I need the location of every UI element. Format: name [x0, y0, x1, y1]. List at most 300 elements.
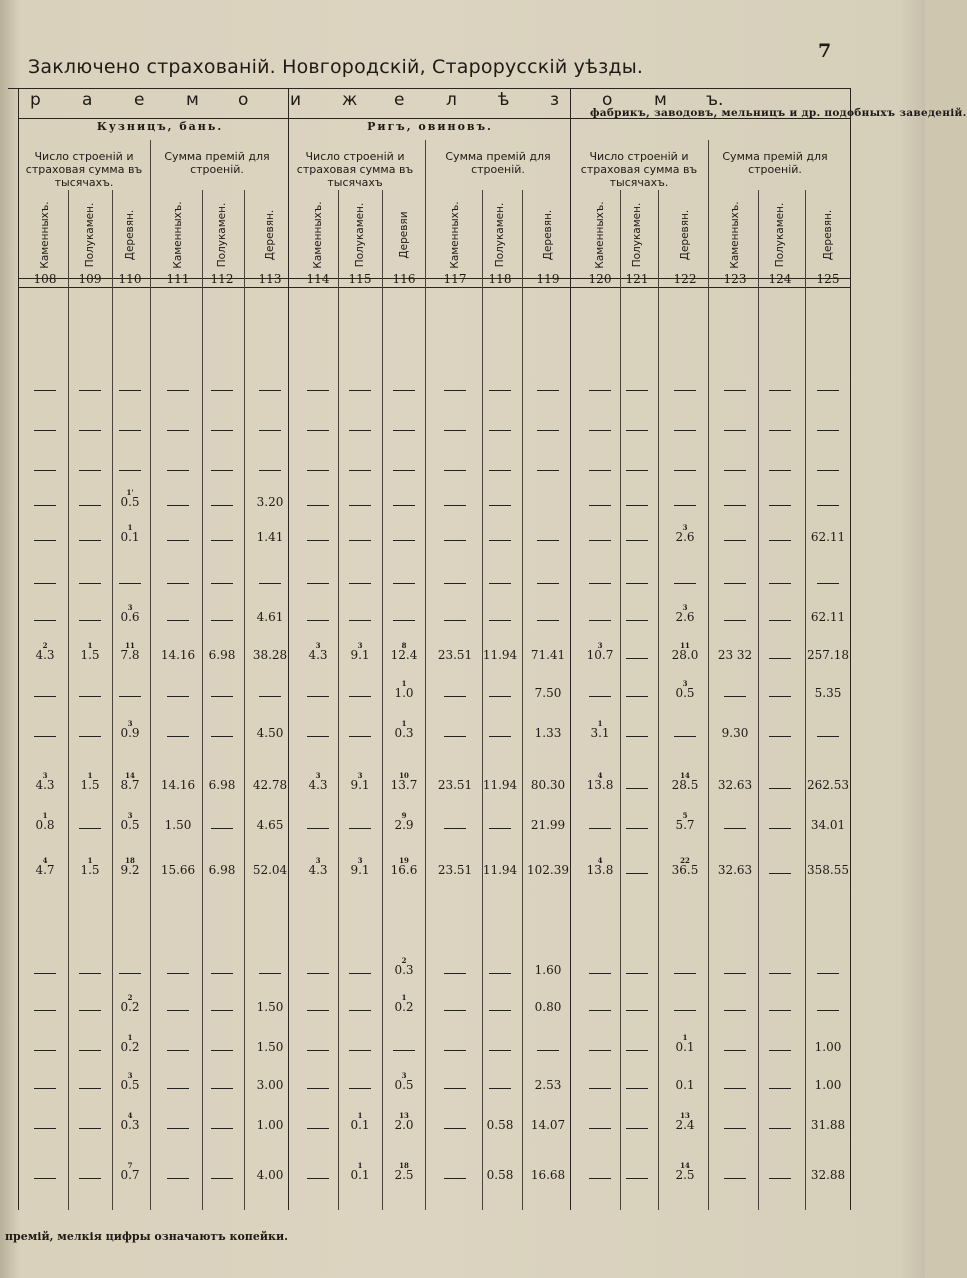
table-cell	[394, 720, 413, 739]
table-cell	[349, 1083, 371, 1094]
table-cell	[675, 604, 694, 623]
table-cell	[161, 865, 195, 876]
table-cell	[349, 823, 371, 834]
table-cell	[167, 425, 189, 436]
small-count: 2	[42, 641, 48, 650]
dash	[769, 470, 791, 471]
table-cell	[80, 857, 99, 876]
table-cell	[626, 1083, 648, 1094]
page-number: 7	[818, 40, 832, 62]
table-cell	[211, 578, 233, 589]
dash	[211, 1050, 233, 1051]
table-cell	[211, 385, 233, 396]
table-cell	[489, 465, 511, 476]
table-cell	[444, 578, 466, 589]
table-cell	[349, 968, 371, 979]
dash	[537, 470, 559, 471]
table-cell	[769, 868, 791, 879]
cell-value: 0.9	[120, 726, 140, 740]
small-count: 3	[127, 719, 133, 728]
dash	[444, 470, 466, 471]
table-cell	[817, 500, 839, 511]
cell-value: 0.5	[120, 1078, 140, 1092]
table-cell	[769, 783, 791, 794]
dash	[489, 470, 511, 471]
table-cell	[120, 489, 139, 508]
table-cell	[393, 465, 415, 476]
table-cell	[531, 1120, 565, 1131]
small-count: 1'	[126, 488, 134, 497]
dash	[444, 620, 466, 621]
column-number: 125	[816, 272, 840, 286]
dash	[211, 696, 233, 697]
table-cell	[257, 728, 284, 739]
dash	[119, 390, 141, 391]
dash	[589, 973, 611, 974]
small-count: 8	[401, 641, 407, 650]
cell-value: 1.60	[534, 963, 562, 977]
dash	[444, 1050, 466, 1051]
table-cell	[211, 1173, 233, 1184]
dash	[769, 620, 791, 621]
table-cell	[393, 385, 415, 396]
small-count: 1	[401, 719, 407, 728]
table-cell	[487, 1170, 514, 1181]
small-count: 18	[125, 856, 135, 865]
table-cell	[489, 1083, 511, 1094]
small-count: 3	[42, 771, 48, 780]
table-cell	[769, 731, 791, 742]
dash	[444, 505, 466, 506]
cell-value: 1.50	[164, 818, 192, 832]
column-rule	[425, 190, 426, 1210]
table-cell	[307, 731, 329, 742]
table-cell	[34, 465, 56, 476]
small-count: 1	[357, 1161, 363, 1170]
cell-value: 0.5	[120, 495, 140, 509]
dash	[393, 470, 415, 471]
table-cell	[394, 994, 413, 1013]
dash	[167, 973, 189, 974]
table-cell	[79, 535, 101, 546]
column-rule	[288, 88, 289, 1210]
dash	[34, 505, 56, 506]
dash	[79, 540, 101, 541]
cell-value: 1.00	[814, 1078, 842, 1092]
table-cell	[79, 425, 101, 436]
dash	[119, 430, 141, 431]
table-cell	[79, 615, 101, 626]
cell-value: 32.63	[717, 778, 753, 792]
table-cell	[257, 532, 284, 543]
cell-value: 32.63	[717, 863, 753, 877]
dash	[307, 1050, 329, 1051]
table-cell	[307, 691, 329, 702]
column-label: Полукамен.	[216, 202, 228, 268]
dash	[79, 1010, 101, 1011]
cell-value: 36.5	[671, 863, 699, 877]
small-count: 3	[357, 856, 363, 865]
table-cell	[349, 465, 371, 476]
dash	[167, 1178, 189, 1179]
table-cell	[349, 731, 371, 742]
table-cell	[308, 772, 327, 791]
column-number: 121	[625, 272, 649, 286]
dash	[34, 430, 56, 431]
dash	[489, 973, 511, 974]
table-cell	[259, 425, 281, 436]
cell-value: 13.8	[586, 778, 614, 792]
dash	[589, 1050, 611, 1051]
dash	[34, 1050, 56, 1051]
table-cell	[589, 823, 611, 834]
cell-value: 1.41	[256, 530, 284, 544]
table-cell	[769, 500, 791, 511]
table-cell	[119, 385, 141, 396]
table-cell	[769, 465, 791, 476]
cell-value: 0.5	[120, 818, 140, 832]
table-cell	[120, 772, 139, 791]
dash	[307, 828, 329, 829]
table-cell	[489, 425, 511, 436]
table-cell	[675, 1162, 694, 1181]
table-cell	[438, 780, 472, 791]
table-cell	[483, 780, 517, 791]
table-cell	[674, 425, 696, 436]
small-count: 3	[357, 641, 363, 650]
table-cell	[119, 465, 141, 476]
dash	[537, 430, 559, 431]
column-label: Каменныхъ.	[172, 201, 184, 269]
dash	[34, 1088, 56, 1089]
table-cell	[211, 465, 233, 476]
dash	[307, 696, 329, 697]
dash	[489, 1088, 511, 1089]
dash	[674, 973, 696, 974]
column-label: Полукамен.	[84, 202, 96, 268]
dash	[489, 540, 511, 541]
spaced-header-letter: о	[238, 90, 249, 110]
table-cell	[817, 1005, 839, 1016]
cell-value: 4.3	[308, 863, 328, 877]
dash	[307, 1128, 329, 1129]
table-cell	[257, 820, 284, 831]
table-cell	[537, 425, 559, 436]
table-cell	[626, 1045, 648, 1056]
dash	[79, 583, 101, 584]
table-cell	[674, 731, 696, 742]
dash	[769, 973, 791, 974]
table-cell	[393, 1045, 415, 1056]
dash	[724, 390, 746, 391]
dash	[444, 828, 466, 829]
small-count: 3	[597, 641, 603, 650]
dash	[444, 1088, 466, 1089]
table-cell	[489, 731, 511, 742]
table-cell	[675, 1080, 694, 1091]
dash	[167, 430, 189, 431]
header-rule	[18, 287, 850, 288]
cell-value: 0.5	[675, 686, 695, 700]
dash	[34, 583, 56, 584]
small-count: 1	[597, 719, 603, 728]
table-cell	[724, 691, 746, 702]
dash	[724, 1178, 746, 1179]
dash	[307, 470, 329, 471]
small-count: 19	[399, 856, 409, 865]
table-cell	[257, 1042, 284, 1053]
dash	[769, 540, 791, 541]
dash	[724, 1010, 746, 1011]
column-label: Деревян.	[124, 209, 136, 261]
table-cell	[769, 968, 791, 979]
dash	[626, 620, 648, 621]
table-cell	[444, 1083, 466, 1094]
spaced-header-letter: е	[394, 90, 405, 110]
table-cell	[535, 1002, 562, 1013]
dash	[769, 430, 791, 431]
cell-value: 0.3	[394, 726, 414, 740]
table-cell	[211, 731, 233, 742]
dash	[34, 1178, 56, 1179]
cell-value: 1.5	[80, 778, 100, 792]
dash	[79, 430, 101, 431]
small-count: 1	[682, 1033, 688, 1042]
cell-value: 5.7	[675, 818, 695, 832]
table-cell	[307, 823, 329, 834]
cell-value: 0.1	[675, 1078, 695, 1092]
dash	[724, 1128, 746, 1129]
table-cell	[675, 524, 694, 543]
dash	[259, 973, 281, 974]
table-cell	[626, 691, 648, 702]
cell-value: 2.0	[394, 1118, 414, 1132]
table-cell	[307, 535, 329, 546]
small-count: 1	[42, 811, 48, 820]
dash	[489, 696, 511, 697]
dash	[34, 620, 56, 621]
table-cell	[34, 968, 56, 979]
dash	[817, 505, 839, 506]
dash	[34, 696, 56, 697]
table-cell	[444, 535, 466, 546]
dash	[626, 1050, 648, 1051]
dash	[259, 583, 281, 584]
dash	[537, 620, 559, 621]
cell-value: 0.58	[486, 1118, 514, 1132]
table-cell	[211, 425, 233, 436]
column-number: 112	[210, 272, 234, 286]
table-cell	[34, 578, 56, 589]
table-cell	[393, 500, 415, 511]
table-cell	[307, 1123, 329, 1134]
column-label: Каменныхъ.	[729, 201, 741, 269]
subheader: Сумма премій для строеній.	[164, 150, 270, 176]
cell-value: 9.1	[350, 648, 370, 662]
table-cell	[211, 500, 233, 511]
table-cell	[34, 1083, 56, 1094]
dash	[626, 873, 648, 874]
table-cell	[394, 1162, 413, 1181]
table-cell	[259, 385, 281, 396]
cell-value: 23 32	[717, 648, 753, 662]
table-cell	[307, 968, 329, 979]
dash	[79, 505, 101, 506]
table-cell	[590, 720, 609, 739]
dash	[211, 540, 233, 541]
dash	[489, 620, 511, 621]
table-cell	[672, 857, 699, 876]
dash	[307, 390, 329, 391]
small-count: 1	[401, 679, 407, 688]
table-cell	[120, 994, 139, 1013]
dash	[393, 505, 415, 506]
table-cell	[211, 535, 233, 546]
table-cell	[79, 1173, 101, 1184]
spaced-header-letter: ѣ	[498, 90, 510, 110]
table-cell	[769, 823, 791, 834]
table-cell	[79, 1045, 101, 1056]
table-cell	[724, 1005, 746, 1016]
column-label: Каменныхъ.	[594, 201, 606, 269]
table-cell	[167, 731, 189, 742]
table-cell	[587, 772, 614, 791]
table-cell	[489, 385, 511, 396]
dash	[537, 1050, 559, 1051]
cell-value: 1.50	[256, 1000, 284, 1014]
column-rule	[570, 88, 571, 1210]
cell-value: 1.50	[256, 1040, 284, 1054]
table-cell	[531, 1170, 565, 1181]
dash	[79, 736, 101, 737]
table-cell	[444, 385, 466, 396]
dash	[211, 973, 233, 974]
small-count: 3	[127, 1071, 133, 1080]
cell-value: 15.66	[160, 863, 196, 877]
small-count: 14	[680, 771, 690, 780]
cell-value: 0.1	[120, 530, 140, 544]
dash	[769, 1088, 791, 1089]
cell-value: 9.30	[721, 726, 749, 740]
dash	[589, 430, 611, 431]
small-count: 1	[87, 771, 93, 780]
dash	[769, 1050, 791, 1051]
table-cell	[807, 650, 849, 661]
spaced-header-letter: м	[654, 90, 667, 110]
table-cell	[626, 425, 648, 436]
table-cell	[79, 578, 101, 589]
dash	[589, 470, 611, 471]
table-cell	[391, 642, 418, 661]
table-cell	[35, 857, 54, 876]
dash	[211, 1088, 233, 1089]
dash	[167, 1128, 189, 1129]
column-rule	[18, 88, 19, 1210]
table-cell	[391, 857, 418, 876]
dash	[393, 620, 415, 621]
small-count: 3	[127, 811, 133, 820]
small-count: 3	[315, 771, 321, 780]
table-cell	[817, 465, 839, 476]
spaced-header-letter: е	[134, 90, 145, 110]
table-cell	[817, 731, 839, 742]
dash	[489, 1010, 511, 1011]
dash	[537, 390, 559, 391]
table-cell	[119, 691, 141, 702]
column-rule	[522, 190, 523, 1210]
dash	[626, 696, 648, 697]
table-cell	[34, 731, 56, 742]
dash	[167, 1050, 189, 1051]
table-cell	[626, 535, 648, 546]
table-cell	[769, 425, 791, 436]
dash	[259, 390, 281, 391]
group-title-kuznits: Кузницъ, бань.	[96, 120, 224, 133]
dash	[769, 1128, 791, 1129]
small-count: 3	[315, 856, 321, 865]
table-cell	[79, 823, 101, 834]
table-cell	[34, 1005, 56, 1016]
dash	[349, 505, 371, 506]
table-cell	[537, 385, 559, 396]
dash	[34, 736, 56, 737]
table-cell	[209, 650, 236, 661]
table-cell	[724, 823, 746, 834]
dash	[167, 470, 189, 471]
table-cell	[349, 385, 371, 396]
table-cell	[80, 772, 99, 791]
dash	[393, 390, 415, 391]
dash	[589, 1128, 611, 1129]
small-count: 18	[399, 1161, 409, 1170]
table-cell	[349, 500, 371, 511]
dash	[307, 1010, 329, 1011]
dash	[34, 390, 56, 391]
dash	[817, 583, 839, 584]
dash	[79, 1088, 101, 1089]
dash	[817, 973, 839, 974]
dash	[259, 430, 281, 431]
dash	[769, 658, 791, 659]
cell-value: 0.58	[486, 1168, 514, 1182]
table-cell	[35, 812, 54, 831]
dash	[489, 828, 511, 829]
table-cell	[307, 385, 329, 396]
table-cell	[79, 1083, 101, 1094]
column-label: Каменныхъ.	[312, 201, 324, 269]
dash	[349, 540, 371, 541]
table-cell	[626, 968, 648, 979]
dash	[626, 1178, 648, 1179]
spaced-header-letter: ъ.	[706, 90, 724, 110]
cell-value: 3.1	[590, 726, 610, 740]
table-cell	[674, 578, 696, 589]
column-number: 124	[768, 272, 792, 286]
cell-value: 0.1	[350, 1118, 370, 1132]
table-cell	[35, 642, 54, 661]
table-cell	[589, 535, 611, 546]
dash	[626, 1128, 648, 1129]
table-cell	[535, 728, 562, 739]
table-cell	[531, 650, 565, 661]
table-cell	[769, 1083, 791, 1094]
column-rule	[244, 190, 245, 1210]
cell-value: 9.1	[350, 778, 370, 792]
dash	[444, 430, 466, 431]
table-cell	[483, 650, 517, 661]
table-cell	[807, 865, 849, 876]
table-cell	[811, 532, 845, 543]
